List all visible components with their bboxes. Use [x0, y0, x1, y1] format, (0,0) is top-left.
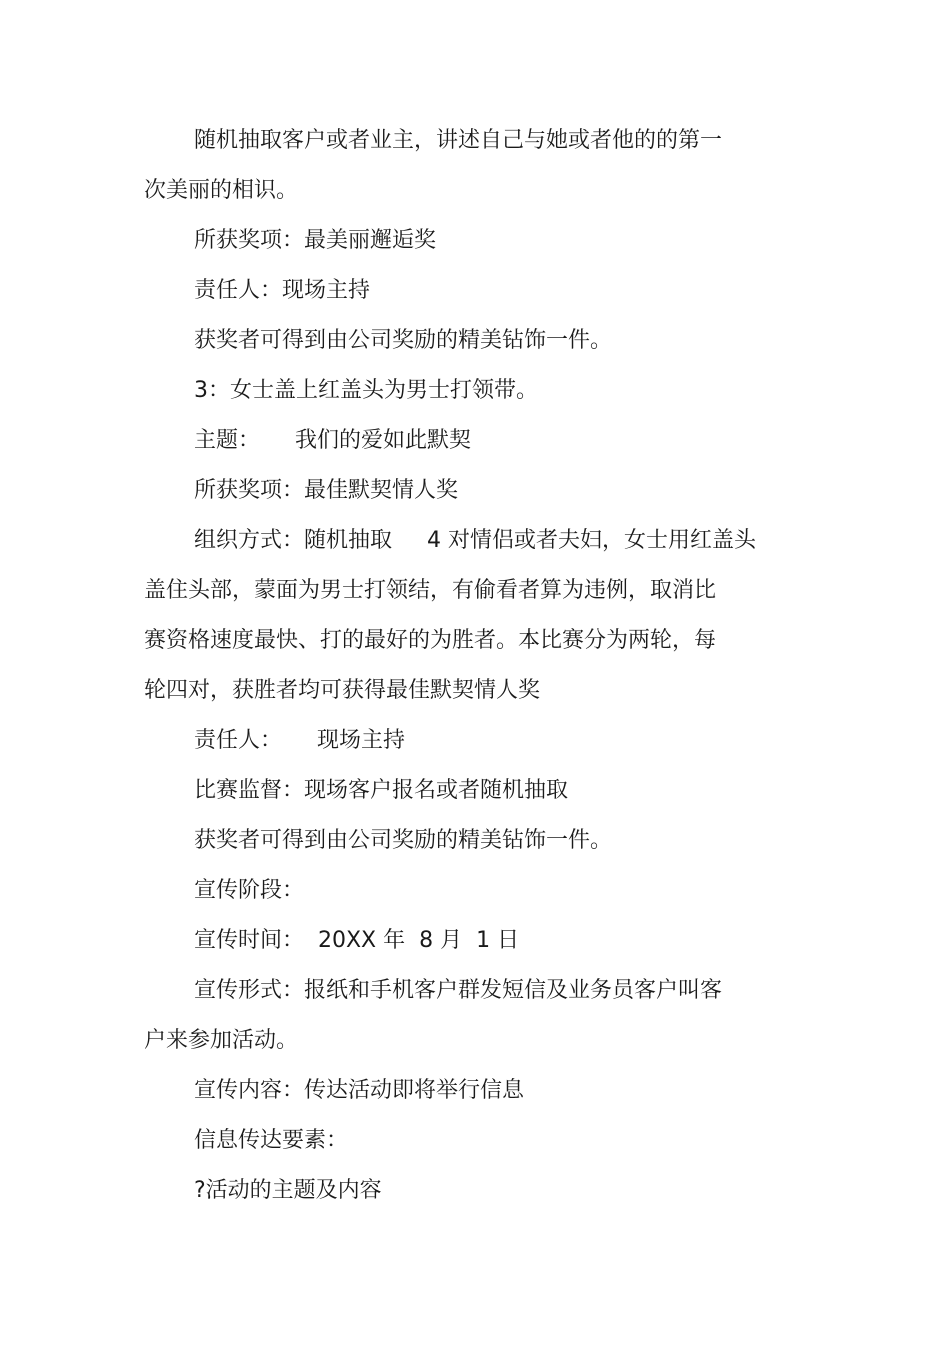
- paragraph-line: 轮四对，获胜者均可获得最佳默契情人奖: [144, 678, 541, 703]
- publicity-heading: 宣传阶段：: [194, 878, 305, 903]
- section-heading: 3：女士盖上红盖头为男士打领带。: [194, 378, 538, 403]
- paragraph-line: 次美丽的相识。: [144, 178, 299, 203]
- prize-line: 获奖者可得到由公司奖励的精美钻饰一件。: [194, 828, 613, 853]
- publicity-time-line: 宣传时间： 20XX 年 8 月 1 日: [194, 928, 520, 953]
- award-line: 所获奖项：最佳默契情人奖: [194, 478, 459, 503]
- prize-line: 获奖者可得到由公司奖励的精美钻饰一件。: [194, 328, 613, 353]
- theme-line: 主题： 我们的爱如此默契: [194, 428, 471, 453]
- paragraph-line: 赛资格速度最快、打的最好的为胜者。本比赛分为两轮，每: [144, 628, 717, 653]
- publicity-form-line: 宣传形式：报纸和手机客户群发短信及业务员客户叫客: [194, 978, 723, 1003]
- organization-line: 组织方式：随机抽取 4 对情侣或者夫妇，女士用红盖头: [194, 528, 756, 553]
- responsible-line: 责任人： 现场主持: [194, 728, 405, 753]
- info-elements-heading: 信息传达要素：: [194, 1128, 349, 1153]
- paragraph-line: 户来参加活动。: [144, 1028, 299, 1053]
- publicity-content-line: 宣传内容：传达活动即将举行信息: [194, 1078, 525, 1103]
- bullet-line: ?活动的主题及内容: [194, 1178, 382, 1203]
- award-line: 所获奖项：最美丽邂逅奖: [194, 228, 437, 253]
- responsible-line: 责任人：现场主持: [194, 278, 371, 303]
- supervision-line: 比赛监督：现场客户报名或者随机抽取: [194, 778, 569, 803]
- paragraph-line: 随机抽取客户或者业主，讲述自己与她或者他的的第一: [194, 128, 723, 153]
- paragraph-line: 盖住头部，蒙面为男士打领结，有偷看者算为违例，取消比: [144, 578, 717, 603]
